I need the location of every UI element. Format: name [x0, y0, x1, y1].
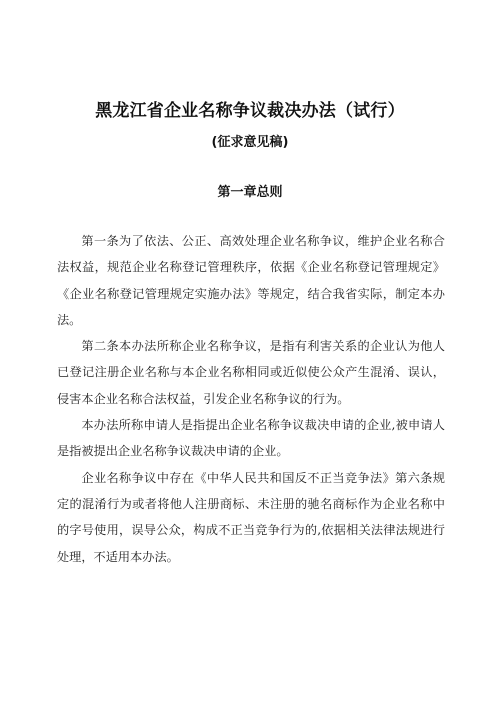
document-subtitle: (征求意见稿) — [211, 135, 289, 150]
paragraph-article-2: 第二条本办法所称企业名称争议，是指有利害关系的企业认为他人已登记注册企业名称与本企业名称相同或近似使公众产生混淆、误认，侵害本企业名称合法权益，引发企业名称争议的行为。 — [57, 339, 445, 406]
chapter-heading: 第一章总则 — [217, 185, 283, 200]
paragraph-article-1: 第一条为了依法、公正、高效处理企业名称争议，维护企业名称合法权益，规范企业名称登记管理秩序，依据《企业名称登记管理规定》《企业名称登记管理规定实施办法》等规定，结合我省实际，制定本办法。 — [57, 234, 445, 327]
paragraph-definitions: 本办法所称申请人是指提出企业名称争议裁决申请的企业,被申请人是指被提出企业名称争议裁决申请的企业。 — [57, 418, 445, 459]
document-body — [57, 228, 445, 570]
document-title: 黑龙江省企业名称争议裁决办法（试行） — [95, 101, 405, 121]
paragraph-exclusion: 企业名称争议中存在《中华人民共和国反不正当竞争法》第六条规定的混淆行为或者将他人注册商标、未注册的驰名商标作为企业名称中的字号使用，误导公众，构成不正当竞争行为的,依据相关法律法规进行处理，不适用本办法。 — [57, 470, 445, 564]
